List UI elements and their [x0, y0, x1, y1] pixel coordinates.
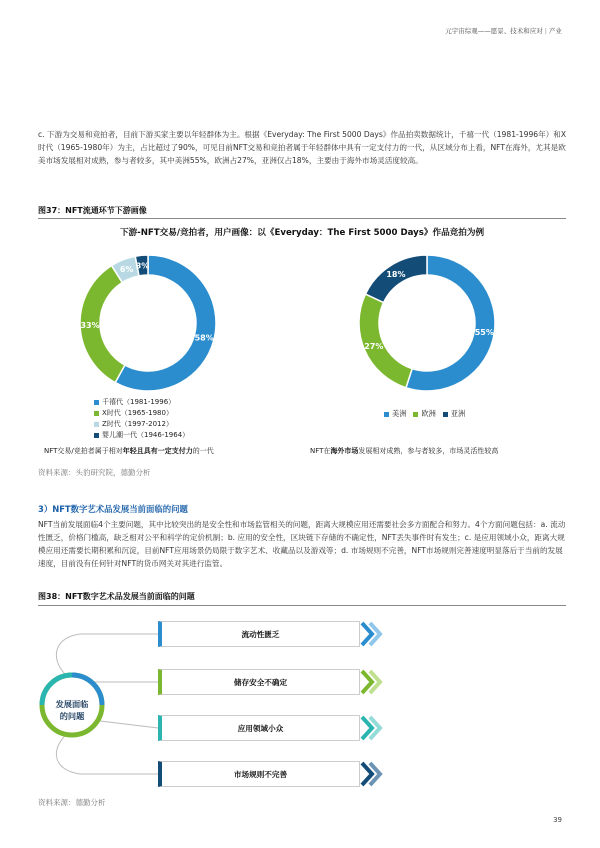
legend-swatch: [443, 412, 448, 417]
legend-swatch: [94, 400, 99, 405]
donut-data-label: 18%: [386, 270, 406, 280]
figure37-title: 图37：NFT流通环节下游画像: [38, 206, 147, 215]
legend-item: [94, 430, 189, 441]
issues-center-label: [52, 698, 92, 722]
legend-label: 亚洲: [450, 409, 466, 418]
page-header: 元宇宙综观——愿景、技术和应对 | 产业: [445, 27, 562, 35]
legend-region: [384, 409, 472, 419]
figure37-right-caption: [310, 446, 498, 456]
donut-chart-region: [357, 253, 497, 393]
legend-swatch: [94, 422, 99, 427]
legend-item: [384, 409, 406, 419]
section3-heading: 3）NFT数字艺术品发展当前面临的问题: [38, 504, 188, 514]
caption-text: NFT在: [310, 447, 331, 455]
caption-text: NFT交易/竞拍者属于相对: [44, 447, 123, 455]
caption-text: 的一代: [192, 447, 214, 455]
legend-swatch: [413, 412, 418, 417]
legend-item: [94, 397, 189, 408]
figure38-source: 资料来源：德勤分析: [38, 798, 106, 807]
intro-paragraph: c. 下游为交易和竞拍者，目前下游买家主要以年轻群体为主。根据《Everyday: The First 5000 Days》作品拍卖数据统计，千禧一代（1981-1996年）和X时代（1965-1980年）为主，占比超过了90%，可见目前NFT交易和竞拍者属于年轻群体中具有一定支付力的一代，从区域分布上看，NFT在海外，尤其是欧美市场发展相对成熟，参与者较多，其中美洲55%，欧洲占27%，亚洲仅占18%，主要由于海外市场灵活度较高。: [38, 130, 567, 165]
figure38-title: 图38：NFT数字艺术品发展当前面临的问题: [38, 592, 195, 601]
legend-label: X时代（1965-1980）: [102, 409, 173, 417]
center-label-line: 的问题: [59, 711, 85, 721]
legend-label: 欧洲: [421, 409, 436, 418]
figure37-rule: [38, 218, 566, 219]
legend-label: 婴儿潮一代（1946-1964）: [102, 431, 190, 439]
legend-label: 千禧代（1981-1996）: [102, 398, 176, 406]
donut-data-label: 3%: [135, 261, 150, 271]
legend-swatch: [94, 433, 99, 438]
legend-swatch: [94, 411, 99, 416]
chevron-icon: [362, 717, 380, 739]
legend-item: [443, 409, 465, 419]
figure37-subtitle: 下游-NFT交易/竞拍者，用户画像：以《Everyday：The First 5000 Days》作品竞拍为例: [119, 228, 485, 238]
issue-bar-storage-security: 储存安全不确定: [158, 669, 360, 695]
legend-generation: [94, 397, 189, 441]
legend-label: 美洲: [392, 409, 407, 418]
issue-bar-market-rules: 市场规则不完善: [158, 761, 360, 787]
caption-emphasis: 年轻且具有一定支付力: [122, 447, 193, 455]
chevron-icon: [362, 623, 380, 645]
caption-emphasis: 海外市场: [330, 447, 359, 455]
legend-item: [94, 408, 189, 419]
chevron-icon: [362, 671, 380, 693]
legend-item: [94, 419, 189, 430]
issue-bar-niche-application: 应用领域小众: [158, 715, 360, 741]
figure37-source: 资料来源：头豹研究院，德勤分析: [38, 468, 151, 477]
header-title: 元宇宙综观——愿景、技术和应对: [445, 27, 543, 35]
chevron-icon: [362, 763, 380, 785]
caption-text: 发展相对成熟，参与者较多，市场灵活性较高: [358, 447, 499, 455]
header-section: 产业: [549, 27, 562, 35]
figure38-rule: [38, 605, 566, 606]
donut-data-label: 27%: [364, 342, 384, 352]
section3-paragraph: NFT当前发展面临4个主要问题，其中比较突出的是安全性和市场监管相关的问题，距离大规模应用还需要社会多方面配合和努力。4个方面问题包括：a. 流动性匮乏，价格门槛高，缺乏相对公平和科学的定价机制；b. 应用的安全性，区块链下存储的不确定性，NFT丢失事件时有发生；c. 是应用领域小众，距离大规模应用还需要长期积累和沉淀，目前NFT应用场景仍局限于数字艺术、收藏品以及游戏等；d. 市场规则不完善，NFT市场规则完善速度明显落后于当前的发展速度，目前没有任何针对NFT的货币网关对其进行监管。: [38, 520, 566, 568]
connector-line: [92, 720, 158, 728]
legend-label: Z时代（1997-2012）: [102, 420, 173, 428]
donut-data-label: 55%: [474, 328, 494, 338]
figure37-left-caption: [44, 446, 214, 456]
legend-item: [413, 409, 435, 419]
page-number: 39: [553, 816, 562, 824]
donut-data-label: 33%: [80, 320, 100, 330]
center-label-line: 发展面临: [55, 699, 89, 709]
donut-data-label: 58%: [194, 333, 214, 343]
donut-chart-generation: [78, 253, 218, 393]
donut-slice: [359, 294, 412, 388]
issue-bar-liquidity: 流动性匮乏: [158, 621, 360, 647]
donut-data-label: 6%: [119, 265, 134, 275]
legend-swatch: [384, 412, 389, 417]
